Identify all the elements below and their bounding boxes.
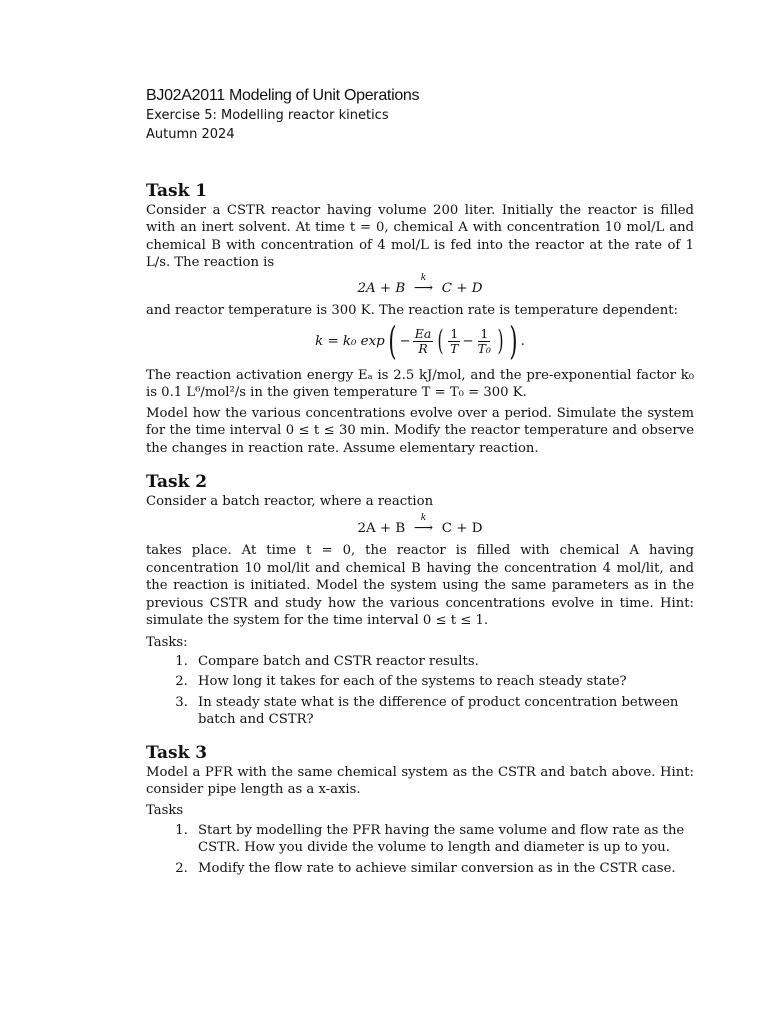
list-item: 1. Start by modelling the PFR having the same volume and flow rate as the CSTR. How you divide the volume to length and diameter is up to you. [192, 822, 694, 857]
task2-reaction-rhs: C + D [441, 521, 483, 537]
task2-heading: Task 2 [146, 472, 208, 493]
task3-tasks-label: Tasks [146, 803, 184, 819]
t-label: T [450, 340, 459, 356]
course-title: BJ02A2011 Modeling of Unit Operations [146, 87, 420, 104]
task1-intro: Consider a CSTR reactor having volume 200 liter. Initially the reactor is filled with an inert solvent. At time t = 0, chemical A with concentration 10 mol/L and chemical B with concentration of 4 mol/L is fed into the reactor at the rate of 1 L/s. The reaction is [146, 203, 694, 271]
task1-reaction [146, 272, 694, 298]
list-item: 3. In steady state what is the difference of product concentration between batch and CSTR? [192, 694, 694, 729]
task2-tasks-label: Tasks: [146, 634, 188, 650]
task1-activation: The reaction activation energy Eₐ is 2.5 kJ/mol, and the pre-exponential factor k₀ is 0.1 L⁶/mol²/s in the given temperature T = T₀ = 300 K. [146, 368, 694, 401]
ea-over-r [413, 327, 433, 356]
one-over-t [448, 327, 460, 356]
rate-constant-label: k [420, 272, 427, 283]
task3-intro: Model a PFR with the same chemical system as the CSTR and batch above. Hint: consider pipe length as a x-axis. [146, 764, 694, 797]
inner-left-paren-icon: ( [437, 324, 444, 358]
task2-reaction-lhs: 2A + B [357, 521, 406, 537]
task1-model: Model how the various concentrations evolve over a period. Simulate the system for the time interval 0 ≤ t ≤ 30 min. Modify the reactor temperature and observe the changes in reaction rate. Assume elementary reaction. [146, 405, 694, 456]
term: Autumn 2024 [146, 127, 235, 142]
task1-reaction-lhs: 2A + B [357, 280, 406, 296]
right-paren-icon: ) [509, 319, 518, 364]
reaction-arrow-icon: k ⟶ [410, 280, 438, 298]
t0-label: T₀ [477, 340, 491, 356]
task3-list [146, 822, 694, 877]
reaction-arrow-icon: k ⟶ [410, 520, 438, 538]
rate-equation [146, 319, 694, 363]
rate-lhs: k = k₀ exp [315, 333, 385, 349]
list-item: 2. How long it takes for each of the systems to reach steady state? [192, 673, 694, 690]
document-page [146, 86, 694, 880]
one-label: 1 [450, 325, 459, 341]
task2-body: takes place. At time t = 0, the reactor is filled with chemical A having concentration 10 mol/lit and chemical B having the concentration 4 mol/lit, and the reaction is initiated. Model the system using the same parameters as in the previous CSTR and study how the various concentrations evolve in time. Hint: simulate the system for the time interval 0 ≤ t ≤ 1. [146, 543, 694, 629]
rate-end: . [520, 333, 525, 349]
task3-heading: Task 3 [146, 742, 208, 763]
task1-reaction-rhs: C + D [441, 280, 483, 296]
one-over-t0 [476, 327, 493, 356]
one-label-2: 1 [480, 325, 489, 341]
left-paren-icon: ( [388, 319, 397, 364]
exercise-title: Exercise 5: Modelling reactor kinetics [146, 108, 389, 123]
ea-label: Ea [414, 325, 432, 341]
list-item: 2. Modify the flow rate to achieve similar conversion as in the CSTR case. [192, 860, 694, 877]
inner-minus: − [462, 333, 474, 349]
r-label: R [418, 340, 428, 356]
task1-heading: Task 1 [146, 181, 208, 201]
task2-intro: Consider a batch reactor, where a reaction [146, 494, 434, 510]
inner-right-paren-icon: ) [497, 324, 504, 358]
list-item: 1. Compare batch and CSTR reactor results. [192, 653, 694, 670]
task2-reaction [146, 513, 694, 538]
rate-minus: − [399, 333, 411, 349]
rate-constant-label: k [420, 513, 427, 524]
task1-temperature: and reactor temperature is 300 K. The reaction rate is temperature dependent: [146, 302, 678, 318]
task2-list [146, 653, 694, 729]
